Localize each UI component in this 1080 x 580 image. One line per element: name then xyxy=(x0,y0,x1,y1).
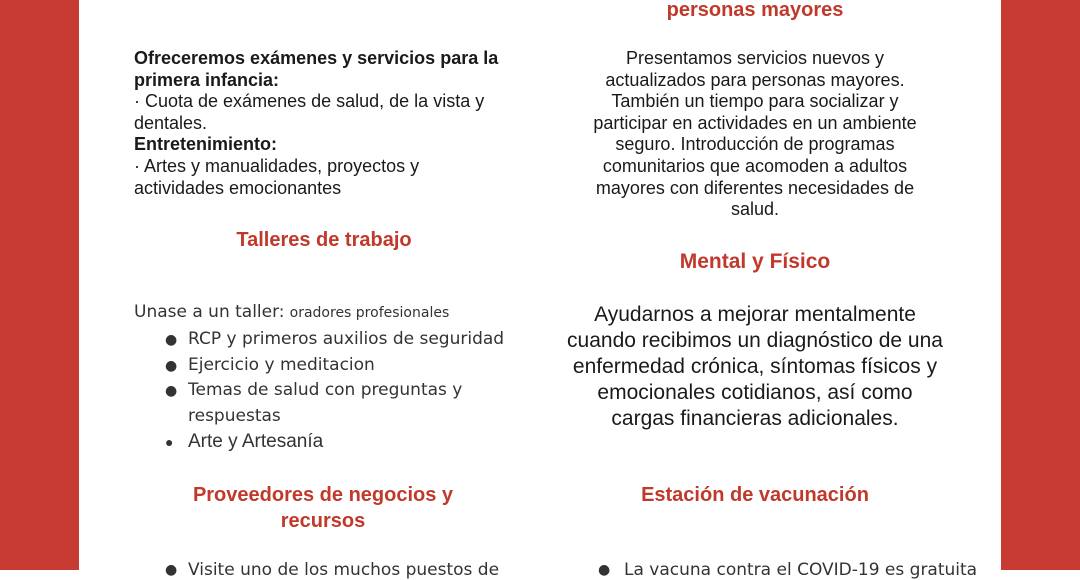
mental-heading: Mental y Físico xyxy=(679,250,831,273)
mental-text: Ayudarnos a mejorar mentalmente cuando recibimos un diagnóstico de una enfermedad crónica, síntomas físicos y emocionales cotidianos, así como cargas financieras adicionales. xyxy=(567,303,943,430)
entertainment-heading: Entretenimiento: xyxy=(134,134,278,154)
list-item: ● RCP y primeros auxilios de seguridad xyxy=(165,329,505,349)
entertainment-item: · Artes y manualidades, proyectos y actividades emocionantes xyxy=(134,156,420,198)
right-border-bar xyxy=(1001,0,1080,570)
workshops-intro-small: oradores profesionales xyxy=(289,305,450,321)
list-item: ● Arte y Artesanía xyxy=(165,431,324,452)
seniors-heading: personas mayores xyxy=(666,0,844,21)
early-childhood-item: · Cuota de exámenes de salud, de la vista y dentales. xyxy=(134,91,485,133)
seniors-text: Presentamos servicios nuevos y actualizados para personas mayores. También un tiempo para socializar y participar en actividades en un ambiente seguro. Introducción de programas comunitarios que acomoden a adultos mayores con diferentes necesidades de salud. xyxy=(593,48,917,220)
early-childhood-heading: Ofreceremos exámenes y servicios para la primera infancia: xyxy=(134,48,499,90)
bullet-icon: ● xyxy=(165,562,178,578)
bullet-icon: ● xyxy=(598,562,611,578)
workshops-intro-line xyxy=(134,302,534,322)
vaccine-heading: Estación de vacunación xyxy=(641,484,869,506)
workshops-heading: Talleres de trabajo xyxy=(236,229,412,251)
workshops-intro: Unase a un taller: xyxy=(134,302,285,322)
left-border-bar xyxy=(0,0,79,570)
list-item: ● Ejercicio y meditacion xyxy=(165,354,375,375)
workshops-list xyxy=(134,327,514,455)
list-item: ● Temas de salud con preguntas y respuestas xyxy=(165,380,463,426)
providers-heading: Proveedores de negocios y recursos xyxy=(192,484,454,532)
